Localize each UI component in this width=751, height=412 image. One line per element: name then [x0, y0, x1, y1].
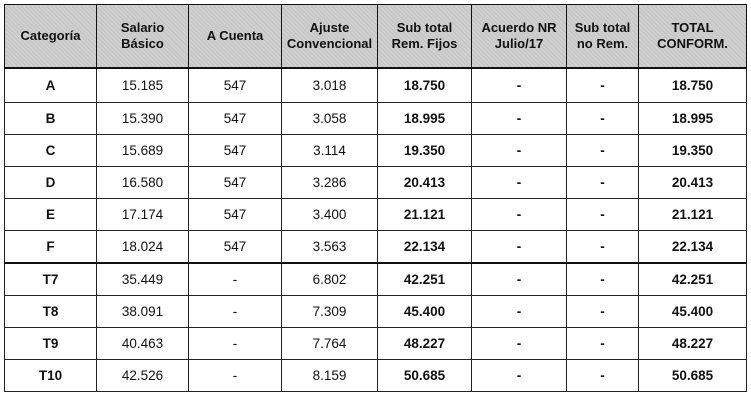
cell-ajuste-convencional: 3.563	[282, 231, 378, 264]
cell-total-conform: 22.134	[639, 231, 747, 264]
header-subtotal-no-rem: Sub total no Rem.	[567, 5, 639, 69]
cell-subtotal-no-rem: -	[567, 68, 639, 103]
cell-a-cuenta: -	[189, 263, 282, 296]
cell-subtotal-rem-fijos: 20.413	[378, 167, 472, 199]
cell-ajuste-convencional: 3.018	[282, 68, 378, 103]
cell-salario-basico: 35.449	[97, 263, 189, 296]
cell-categoria: T7	[5, 263, 97, 296]
cell-a-cuenta: 547	[189, 199, 282, 231]
header-acuerdo-nr: Acuerdo NR Julio/17	[472, 5, 567, 69]
table-body	[5, 68, 747, 392]
header-a-cuenta: A Cuenta	[189, 5, 282, 69]
cell-categoria: B	[5, 103, 97, 135]
cell-total-conform: 45.400	[639, 296, 747, 328]
cell-ajuste-convencional: 3.286	[282, 167, 378, 199]
cell-a-cuenta: 547	[189, 103, 282, 135]
header-total-conform: TOTAL CONFORM.	[639, 5, 747, 69]
cell-subtotal-rem-fijos: 19.350	[378, 135, 472, 167]
header-salario-basico: Salario Básico	[97, 5, 189, 69]
salary-table-container	[4, 4, 746, 392]
cell-subtotal-no-rem: -	[567, 103, 639, 135]
cell-subtotal-rem-fijos: 42.251	[378, 263, 472, 296]
cell-a-cuenta: 547	[189, 231, 282, 264]
table-row	[5, 328, 747, 360]
cell-subtotal-rem-fijos: 45.400	[378, 296, 472, 328]
cell-categoria: T9	[5, 328, 97, 360]
cell-total-conform: 48.227	[639, 328, 747, 360]
cell-subtotal-no-rem: -	[567, 328, 639, 360]
table-row	[5, 103, 747, 135]
cell-categoria: F	[5, 231, 97, 264]
cell-acuerdo-nr: -	[472, 199, 567, 231]
cell-subtotal-rem-fijos: 50.685	[378, 360, 472, 392]
cell-a-cuenta: 547	[189, 135, 282, 167]
cell-total-conform: 20.413	[639, 167, 747, 199]
cell-a-cuenta: 547	[189, 167, 282, 199]
cell-categoria: T10	[5, 360, 97, 392]
cell-salario-basico: 42.526	[97, 360, 189, 392]
cell-acuerdo-nr: -	[472, 328, 567, 360]
cell-categoria: A	[5, 68, 97, 103]
cell-salario-basico: 18.024	[97, 231, 189, 264]
cell-ajuste-convencional: 7.764	[282, 328, 378, 360]
cell-salario-basico: 15.390	[97, 103, 189, 135]
cell-ajuste-convencional: 3.058	[282, 103, 378, 135]
header-subtotal-rem-fijos: Sub total Rem. Fijos	[378, 5, 472, 69]
table-row	[5, 360, 747, 392]
cell-salario-basico: 38.091	[97, 296, 189, 328]
cell-total-conform: 19.350	[639, 135, 747, 167]
cell-a-cuenta: 547	[189, 68, 282, 103]
cell-ajuste-convencional: 7.309	[282, 296, 378, 328]
cell-salario-basico: 40.463	[97, 328, 189, 360]
table-row	[5, 167, 747, 199]
cell-acuerdo-nr: -	[472, 167, 567, 199]
cell-ajuste-convencional: 3.400	[282, 199, 378, 231]
cell-categoria: D	[5, 167, 97, 199]
cell-ajuste-convencional: 3.114	[282, 135, 378, 167]
cell-subtotal-no-rem: -	[567, 231, 639, 264]
cell-total-conform: 18.750	[639, 68, 747, 103]
cell-categoria: T8	[5, 296, 97, 328]
table-row	[5, 296, 747, 328]
table-header	[5, 5, 747, 69]
cell-acuerdo-nr: -	[472, 296, 567, 328]
cell-a-cuenta: -	[189, 360, 282, 392]
cell-subtotal-rem-fijos: 18.995	[378, 103, 472, 135]
header-row	[5, 5, 747, 69]
cell-subtotal-no-rem: -	[567, 263, 639, 296]
cell-subtotal-rem-fijos: 18.750	[378, 68, 472, 103]
cell-acuerdo-nr: -	[472, 360, 567, 392]
cell-salario-basico: 15.689	[97, 135, 189, 167]
cell-acuerdo-nr: -	[472, 68, 567, 103]
cell-total-conform: 42.251	[639, 263, 747, 296]
cell-subtotal-no-rem: -	[567, 360, 639, 392]
cell-a-cuenta: -	[189, 328, 282, 360]
cell-total-conform: 21.121	[639, 199, 747, 231]
table-row	[5, 199, 747, 231]
cell-subtotal-rem-fijos: 22.134	[378, 231, 472, 264]
cell-salario-basico: 16.580	[97, 167, 189, 199]
cell-ajuste-convencional: 6.802	[282, 263, 378, 296]
cell-salario-basico: 17.174	[97, 199, 189, 231]
cell-subtotal-rem-fijos: 48.227	[378, 328, 472, 360]
cell-categoria: E	[5, 199, 97, 231]
cell-acuerdo-nr: -	[472, 263, 567, 296]
cell-subtotal-no-rem: -	[567, 135, 639, 167]
cell-total-conform: 18.995	[639, 103, 747, 135]
cell-categoria: C	[5, 135, 97, 167]
cell-total-conform: 50.685	[639, 360, 747, 392]
cell-subtotal-no-rem: -	[567, 167, 639, 199]
cell-subtotal-rem-fijos: 21.121	[378, 199, 472, 231]
cell-acuerdo-nr: -	[472, 103, 567, 135]
salary-scale-table	[4, 4, 747, 392]
cell-salario-basico: 15.185	[97, 68, 189, 103]
header-ajuste-convencional: Ajuste Convencional	[282, 5, 378, 69]
cell-subtotal-no-rem: -	[567, 296, 639, 328]
cell-ajuste-convencional: 8.159	[282, 360, 378, 392]
cell-a-cuenta: -	[189, 296, 282, 328]
cell-subtotal-no-rem: -	[567, 199, 639, 231]
cell-acuerdo-nr: -	[472, 135, 567, 167]
cell-acuerdo-nr: -	[472, 231, 567, 264]
table-row	[5, 231, 747, 264]
table-row	[5, 135, 747, 167]
table-row	[5, 68, 747, 103]
header-categoria: Categoría	[5, 5, 97, 69]
table-row	[5, 263, 747, 296]
